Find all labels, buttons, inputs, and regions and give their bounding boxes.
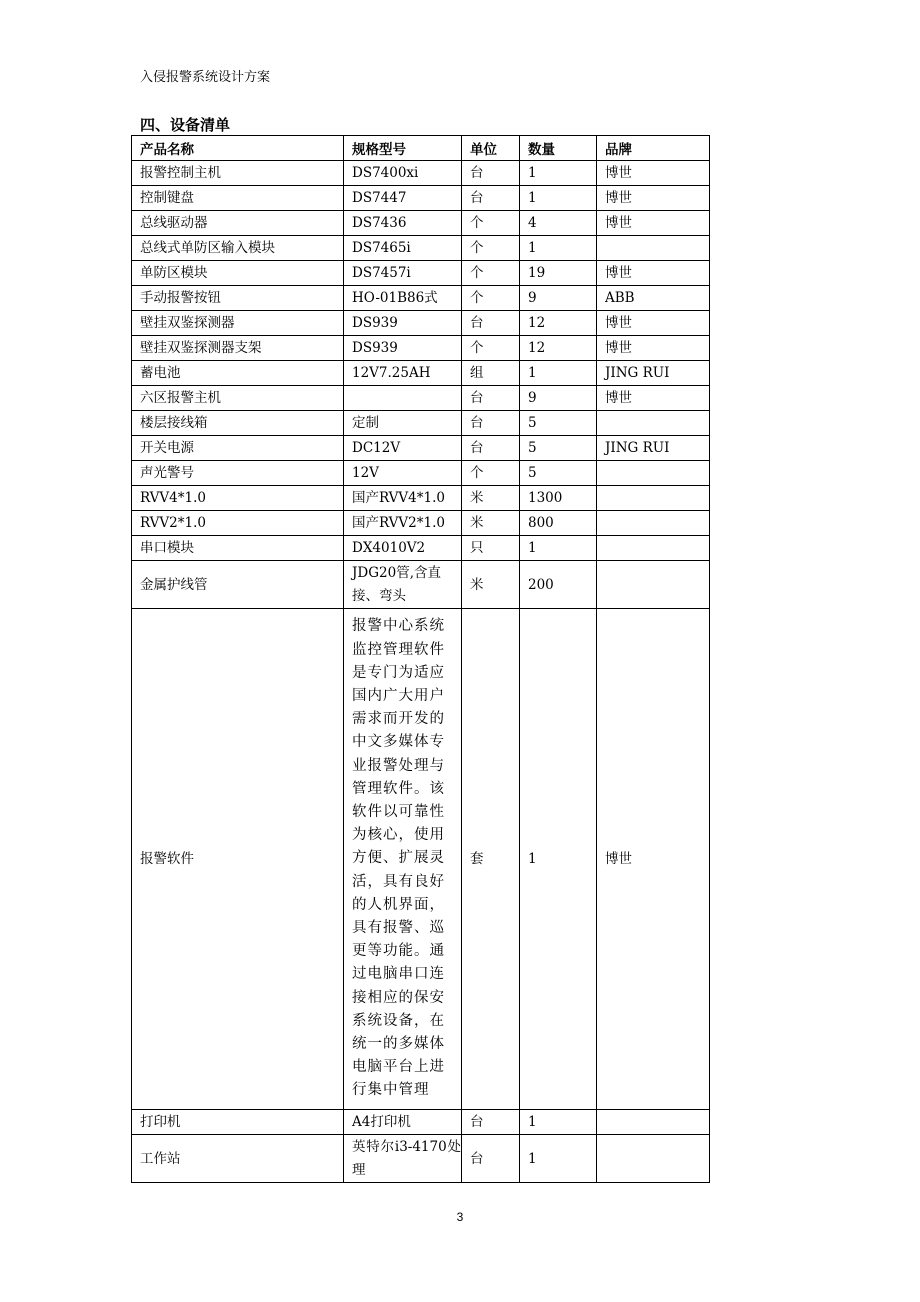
table-row [132, 461, 710, 486]
table-row [132, 486, 710, 511]
unit-cell: 台 [462, 161, 520, 186]
brand-cell: ABB [597, 286, 710, 311]
spec-cell: 定制 [344, 411, 462, 436]
product-name-cell: 声光警号 [132, 461, 344, 486]
product-name-cell: 六区报警主机 [132, 386, 344, 411]
spec-cell: DS7400xi [344, 161, 462, 186]
brand-cell: 博世 [597, 211, 710, 236]
brand-cell: 博世 [597, 311, 710, 336]
spec-cell: A4打印机 [344, 1110, 462, 1135]
spec-cell: 国产RVV4*1.0 [344, 486, 462, 511]
quantity-cell: 12 [520, 311, 597, 336]
brand-cell: 博世 [597, 609, 710, 1110]
table-row [132, 311, 710, 336]
table-row [132, 161, 710, 186]
quantity-cell: 800 [520, 511, 597, 536]
brand-cell [597, 561, 710, 609]
spec-cell: 12V7.25AH [344, 361, 462, 386]
unit-cell: 个 [462, 336, 520, 361]
spec-cell: DS939 [344, 311, 462, 336]
product-name-cell: 控制键盘 [132, 186, 344, 211]
product-name-cell: 总线式单防区输入模块 [132, 236, 344, 261]
product-name-cell: 楼层接线箱 [132, 411, 344, 436]
unit-cell: 台 [462, 411, 520, 436]
quantity-cell: 1 [520, 186, 597, 211]
quantity-cell: 4 [520, 211, 597, 236]
page-number: 3 [456, 1210, 464, 1224]
table-row [132, 411, 710, 436]
quantity-cell: 5 [520, 461, 597, 486]
table-row [132, 1110, 710, 1135]
unit-cell: 个 [462, 286, 520, 311]
product-name-cell: 串口模块 [132, 536, 344, 561]
product-name-cell: 总线驱动器 [132, 211, 344, 236]
spec-cell: DS7436 [344, 211, 462, 236]
table-row [132, 186, 710, 211]
equipment-table [131, 135, 710, 1183]
unit-cell: 套 [462, 609, 520, 1110]
quantity-cell: 1300 [520, 486, 597, 511]
spec-cell: 国产RVV2*1.0 [344, 511, 462, 536]
table-row [132, 436, 710, 461]
header-product-name: 产品名称 [132, 136, 344, 161]
product-name-cell: 工作站 [132, 1135, 344, 1183]
unit-cell: 只 [462, 536, 520, 561]
header-brand: 品牌 [597, 136, 710, 161]
brand-cell [597, 236, 710, 261]
quantity-cell: 5 [520, 411, 597, 436]
brand-cell [597, 411, 710, 436]
quantity-cell: 1 [520, 361, 597, 386]
table-row [132, 386, 710, 411]
unit-cell: 台 [462, 1110, 520, 1135]
product-name-cell: 打印机 [132, 1110, 344, 1135]
quantity-cell: 1 [520, 609, 597, 1110]
table-row [132, 561, 710, 609]
table-row [132, 609, 710, 1110]
quantity-cell: 12 [520, 336, 597, 361]
brand-cell [597, 1135, 710, 1183]
spec-cell: 报警中心系统监控管理软件是专门为适应国内广大用户需求而开发的中文多媒体专业报警处理与管理软件。该软件以可靠性为核心，使用方便、扩展灵活，具有良好的人机界面，具有报警、巡更等功能。通过电脑串口连接相应的保安系统设备，在统一的多媒体电脑平台上进行集中管理 [344, 609, 462, 1110]
spec-cell: HO-01B86式 [344, 286, 462, 311]
product-name-cell: RVV4*1.0 [132, 486, 344, 511]
brand-cell [597, 536, 710, 561]
unit-cell: 台 [462, 1135, 520, 1183]
product-name-cell: 壁挂双鉴探测器 [132, 311, 344, 336]
table-row [132, 286, 710, 311]
unit-cell: 台 [462, 436, 520, 461]
header-spec-model: 规格型号 [344, 136, 462, 161]
quantity-cell: 1 [520, 536, 597, 561]
spec-cell: DS7465i [344, 236, 462, 261]
product-name-cell: 报警软件 [132, 609, 344, 1110]
product-name-cell: 报警控制主机 [132, 161, 344, 186]
brand-cell [597, 461, 710, 486]
brand-cell: 博世 [597, 186, 710, 211]
quantity-cell: 19 [520, 261, 597, 286]
product-name-cell: RVV2*1.0 [132, 511, 344, 536]
table-row [132, 211, 710, 236]
document-header: 入侵报警系统设计方案 [140, 70, 271, 85]
spec-cell: 英特尔i3-4170处理 [344, 1135, 462, 1183]
quantity-cell: 1 [520, 1135, 597, 1183]
product-name-cell: 蓄电池 [132, 361, 344, 386]
quantity-cell: 200 [520, 561, 597, 609]
quantity-cell: 1 [520, 161, 597, 186]
unit-cell: 个 [462, 261, 520, 286]
header-quantity: 数量 [520, 136, 597, 161]
unit-cell: 米 [462, 486, 520, 511]
table-row [132, 236, 710, 261]
brand-cell: JING RUI [597, 361, 710, 386]
product-name-cell: 壁挂双鉴探测器支架 [132, 336, 344, 361]
brand-cell: JING RUI [597, 436, 710, 461]
unit-cell: 组 [462, 361, 520, 386]
spec-cell: DS7447 [344, 186, 462, 211]
spec-cell: DS939 [344, 336, 462, 361]
unit-cell: 台 [462, 186, 520, 211]
header-unit: 单位 [462, 136, 520, 161]
quantity-cell: 1 [520, 1110, 597, 1135]
brand-cell [597, 486, 710, 511]
spec-cell: DX4010V2 [344, 536, 462, 561]
brand-cell: 博世 [597, 261, 710, 286]
unit-cell: 个 [462, 461, 520, 486]
table-row [132, 511, 710, 536]
brand-cell [597, 1110, 710, 1135]
spec-cell [344, 386, 462, 411]
table-row [132, 336, 710, 361]
unit-cell: 台 [462, 311, 520, 336]
spec-cell: DS7457i [344, 261, 462, 286]
brand-cell: 博世 [597, 161, 710, 186]
table-row [132, 261, 710, 286]
spec-cell: JDG20管,含直接、弯头 [344, 561, 462, 609]
quantity-cell: 9 [520, 286, 597, 311]
table-row [132, 361, 710, 386]
product-name-cell: 手动报警按钮 [132, 286, 344, 311]
unit-cell: 米 [462, 561, 520, 609]
unit-cell: 个 [462, 236, 520, 261]
quantity-cell: 5 [520, 436, 597, 461]
spec-cell: DC12V [344, 436, 462, 461]
quantity-cell: 9 [520, 386, 597, 411]
product-name-cell: 开关电源 [132, 436, 344, 461]
section-title: 四、设备清单 [140, 116, 231, 134]
table-header-row [132, 136, 710, 161]
table-row [132, 536, 710, 561]
brand-cell: 博世 [597, 386, 710, 411]
product-name-cell: 单防区模块 [132, 261, 344, 286]
quantity-cell: 1 [520, 236, 597, 261]
brand-cell [597, 511, 710, 536]
product-name-cell: 金属护线管 [132, 561, 344, 609]
brand-cell: 博世 [597, 336, 710, 361]
spec-cell: 12V [344, 461, 462, 486]
unit-cell: 米 [462, 511, 520, 536]
unit-cell: 台 [462, 386, 520, 411]
unit-cell: 个 [462, 211, 520, 236]
table-row [132, 1135, 710, 1183]
